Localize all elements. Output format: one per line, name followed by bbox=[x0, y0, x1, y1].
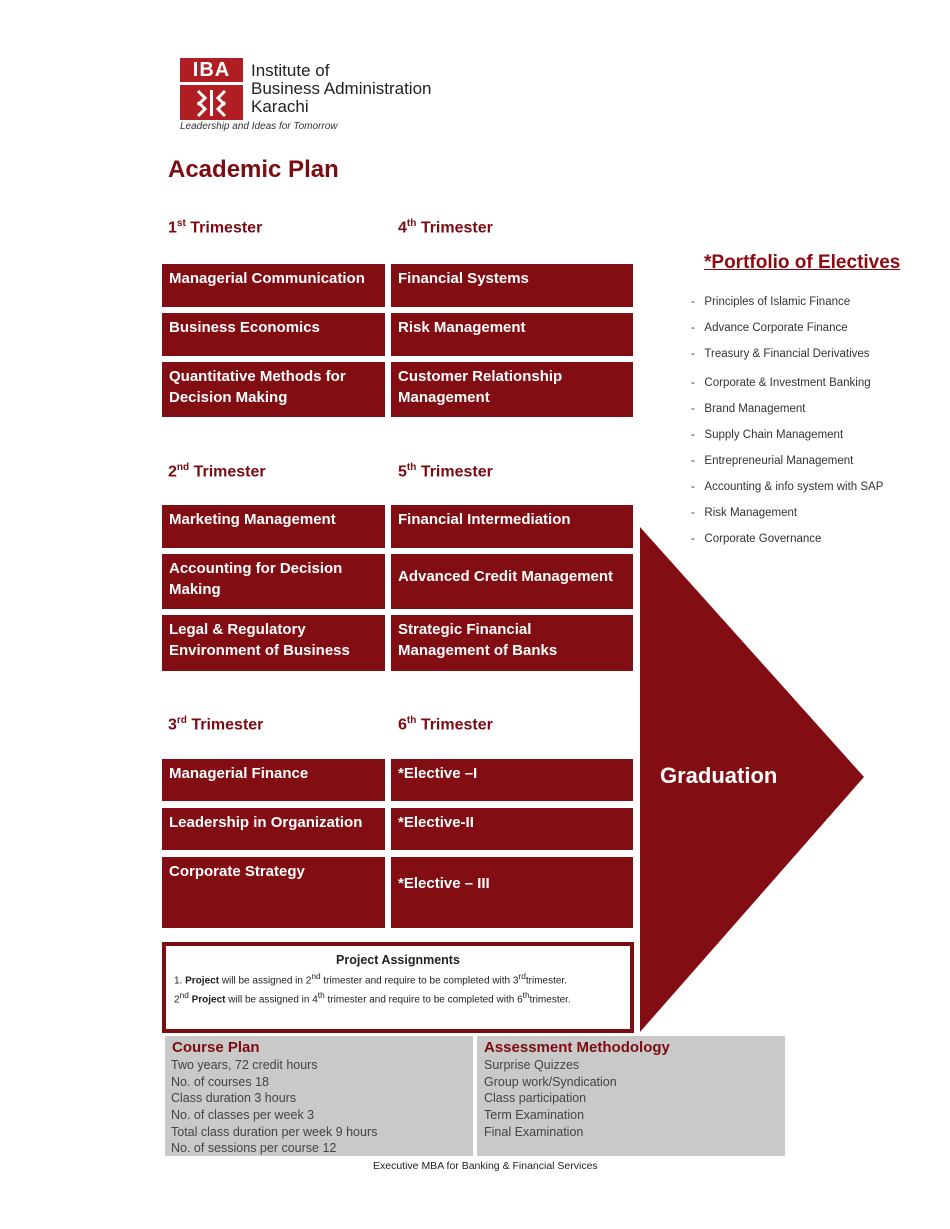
course-cell: *Elective –I bbox=[391, 759, 633, 801]
elective-label: Brand Management bbox=[704, 403, 806, 415]
logo-tagline: Leadership and Ideas for Tomorrow bbox=[180, 121, 338, 132]
trimester-4-heading bbox=[398, 218, 493, 237]
project-1-prefix: 1. bbox=[174, 975, 183, 987]
elective-item: - Corporate & Investment Banking bbox=[691, 377, 871, 389]
trimester-2-suffix: nd bbox=[176, 462, 190, 473]
assessment-panel bbox=[477, 1036, 785, 1156]
course-cell: Risk Management bbox=[391, 313, 633, 356]
elective-item: - Accounting & info system with SAP bbox=[691, 481, 884, 493]
course-cell: Leadership in Organization bbox=[162, 808, 385, 850]
trimester-4-label: Trimester bbox=[420, 219, 493, 237]
trimester-2-heading bbox=[168, 462, 266, 481]
elective-item: - Treasury & Financial Derivatives bbox=[691, 348, 870, 360]
course-cell: Managerial Finance bbox=[162, 759, 385, 801]
elective-item: - Corporate Governance bbox=[691, 533, 822, 545]
elective-label: Treasury & Financial Derivatives bbox=[704, 348, 870, 360]
project-1-sup-a: nd bbox=[311, 971, 321, 981]
elective-label: Principles of Islamic Finance bbox=[704, 296, 851, 308]
course-plan-panel bbox=[165, 1036, 473, 1156]
elective-label: Entrepreneurial Management bbox=[704, 455, 854, 467]
course-plan-item: Two years, 72 credit hours bbox=[171, 1058, 318, 1072]
trimester-2-number: 2 bbox=[168, 463, 177, 481]
elective-item: - Entrepreneurial Management bbox=[691, 455, 854, 467]
project-2-prefix-sup: nd bbox=[179, 990, 189, 1000]
logo-mark: IBA bbox=[180, 58, 243, 82]
course-cell: Corporate Strategy bbox=[162, 857, 385, 928]
electives-title: *Portfolio of Electives bbox=[704, 252, 901, 273]
assessment-item: Final Examination bbox=[484, 1125, 584, 1139]
trimester-5-suffix: th bbox=[406, 462, 417, 473]
trimester-4-number: 4 bbox=[398, 219, 407, 237]
project-2-text-b: trimester and require to be completed with 6 bbox=[327, 994, 523, 1006]
logo-emblem bbox=[180, 85, 243, 120]
trimester-1-suffix: st bbox=[176, 218, 186, 229]
project-2-sup-a: th bbox=[317, 990, 325, 1000]
course-cell: *Elective – III bbox=[391, 857, 633, 928]
course-cell: Marketing Management bbox=[162, 505, 385, 548]
logo-institute-name bbox=[251, 62, 431, 116]
project-1-text-a: will be assigned in 2 bbox=[221, 975, 312, 987]
course-cell: Financial Intermediation bbox=[391, 505, 633, 548]
logo-name-line-1: Institute of bbox=[251, 61, 330, 80]
course-cell: Advanced Credit Management bbox=[391, 554, 633, 609]
project-assignments-box bbox=[162, 942, 634, 1033]
course-cell: Legal & Regulatory Environment of Business bbox=[162, 615, 385, 671]
elective-label: Risk Management bbox=[704, 507, 798, 519]
elective-label: Accounting & info system with SAP bbox=[704, 481, 884, 493]
course-plan-item: Class duration 3 hours bbox=[171, 1091, 297, 1105]
elective-item: - Risk Management bbox=[691, 507, 798, 519]
elective-item: - Advance Corporate Finance bbox=[691, 322, 848, 334]
assessment-item: Group work/Syndication bbox=[484, 1075, 617, 1089]
project-2-sup-b: th bbox=[522, 990, 530, 1000]
project-1-label: Project bbox=[185, 975, 220, 987]
course-cell: *Elective-II bbox=[391, 808, 633, 850]
logo-name-line-3: Karachi bbox=[251, 97, 309, 116]
trimester-3-heading bbox=[168, 715, 263, 734]
trimester-3-suffix: rd bbox=[176, 715, 187, 726]
course-cell: Managerial Communication bbox=[162, 264, 385, 307]
course-cell: Customer Relationship Management bbox=[391, 362, 633, 417]
project-1-text-c: trimester. bbox=[525, 975, 567, 987]
assessment-item: Surprise Quizzes bbox=[484, 1058, 580, 1072]
course-cell: Quantitative Methods for Decision Making bbox=[162, 362, 385, 417]
elective-label: Supply Chain Management bbox=[704, 429, 844, 441]
elective-item: - Supply Chain Management bbox=[691, 429, 844, 441]
course-cell: Strategic Financial Management of Banks bbox=[391, 615, 633, 671]
course-cell: Accounting for Decision Making bbox=[162, 554, 385, 609]
elective-label: Advance Corporate Finance bbox=[704, 322, 848, 334]
project-2-text-c: trimester. bbox=[529, 994, 571, 1006]
trimester-6-number: 6 bbox=[398, 716, 407, 734]
trimester-3-label: Trimester bbox=[191, 716, 264, 734]
footer-text: Executive MBA for Banking & Financial Services bbox=[373, 1160, 598, 1172]
course-plan-item: Total class duration per week 9 hours bbox=[171, 1125, 378, 1139]
project-1-sup-b: rd bbox=[518, 971, 526, 981]
trimester-6-heading bbox=[398, 715, 493, 734]
trimester-6-suffix: th bbox=[406, 715, 417, 726]
trimester-5-label: Trimester bbox=[420, 463, 493, 481]
project-assignments-title: Project Assignments bbox=[336, 953, 460, 967]
assessment-item: Class participation bbox=[484, 1091, 587, 1105]
graduation-label: Graduation bbox=[660, 763, 778, 788]
trimester-1-number: 1 bbox=[168, 219, 177, 237]
trimester-6-label: Trimester bbox=[420, 716, 493, 734]
course-plan-item: No. of classes per week 3 bbox=[171, 1108, 315, 1122]
assessment-title: Assessment Methodology bbox=[484, 1039, 670, 1056]
iba-logo bbox=[180, 58, 243, 120]
trimester-5-number: 5 bbox=[398, 463, 407, 481]
trimester-1-heading bbox=[168, 218, 262, 237]
course-cell: Business Economics bbox=[162, 313, 385, 356]
trimester-3-number: 3 bbox=[168, 716, 177, 734]
trimester-1-label: Trimester bbox=[190, 219, 263, 237]
course-plan-title: Course Plan bbox=[172, 1039, 260, 1056]
trimester-4-suffix: th bbox=[406, 218, 417, 229]
project-line-2 bbox=[174, 990, 571, 1005]
elective-label: Corporate & Investment Banking bbox=[704, 377, 871, 389]
elective-item: - Principles of Islamic Finance bbox=[691, 296, 851, 308]
elective-label: Corporate Governance bbox=[704, 533, 822, 545]
project-2-text-a: will be assigned in 4 bbox=[228, 994, 318, 1006]
course-plan-item: No. of courses 18 bbox=[171, 1075, 269, 1089]
logo-name-line-2: Business Administration bbox=[251, 79, 432, 98]
course-plan-item: No. of sessions per course 12 bbox=[171, 1141, 337, 1155]
page-title: Academic Plan bbox=[168, 156, 339, 183]
elective-item: - Brand Management bbox=[691, 403, 806, 415]
project-2-prefix: 2 bbox=[174, 994, 180, 1006]
trimester-5-heading bbox=[398, 462, 493, 481]
project-2-label: Project bbox=[191, 994, 226, 1006]
project-line-1 bbox=[174, 971, 567, 986]
course-cell: Financial Systems bbox=[391, 264, 633, 307]
trimester-2-label: Trimester bbox=[193, 463, 266, 481]
project-1-text-b: trimester and require to be completed with 3 bbox=[323, 975, 519, 987]
assessment-item: Term Examination bbox=[484, 1108, 585, 1122]
